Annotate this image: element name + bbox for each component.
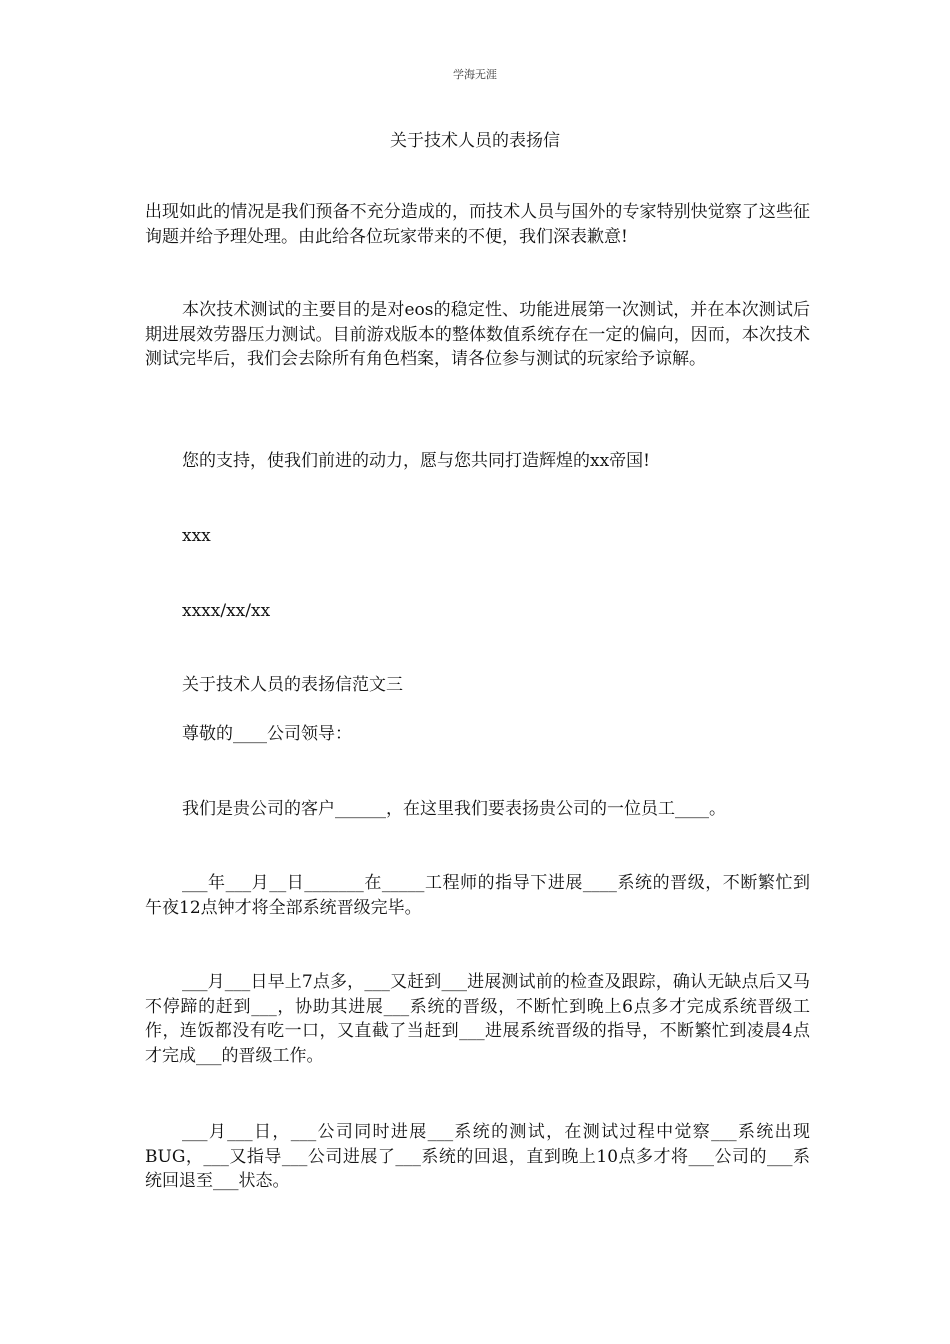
signature-name: xxx (182, 526, 211, 546)
paragraph-apology: 出现如此的情况是我们预备不充分造成的，而技术人员与国外的专家特别快觉察了这些征询题并给予理处理。由此给各位玩家带来的不便，我们深表歉意! (145, 202, 810, 247)
paragraph-system-rollback: ___月___日，___公司同时进展___系统的测试，在测试过程中觉察___系统出现BUG，___又指导___公司进展了___系统的回退，直到晚上10点多才将___公司的___系统回退至___状态。 (145, 1122, 810, 1191)
paragraph-upgrade-night: ___年___月__日_______在_____工程师的指导下进展____系统的晋级，不断繁忙到午夜12点钟才将全部系统晋级完毕。 (145, 873, 810, 918)
section-subtitle: 关于技术人员的表扬信范文三 (182, 675, 403, 695)
page-header: 学海无涯 (453, 68, 497, 81)
paragraph-upgrade-morning: ___月___日早上7点多，___又赶到___进展测试前的检查及跟踪，确认无缺点后又马不停蹄的赶到___，协助其进展___系统的晋级，不断忙到晚上6点多才完成系统晋级工作，连饭都没有吃一口，又直截了当赶到___进展系统晋级的指导，不断繁忙到凌晨4点才完成___的晋级工作。 (145, 972, 810, 1066)
paragraph-customer-intro: 我们是贵公司的客户______，在这里我们要表扬贵公司的一位员工____。 (182, 799, 726, 819)
paragraph-test-purpose: 本次技术测试的主要目的是对eos的稳定性、功能进展第一次测试，并在本次测试后期进展效劳器压力测试。目前游戏版本的整体数值系统存在一定的偏向，因而，本次技术测试完毕后，我们会去除所有角色档案，请各位参与测试的玩家给予谅解。 (145, 300, 810, 369)
salutation: 尊敬的____公司领导： (182, 724, 352, 744)
paragraph-support: 您的支持，使我们前进的动力，愿与您共同打造辉煌的xx帝国! (182, 451, 651, 471)
document-title: 关于技术人员的表扬信 (390, 131, 560, 151)
signature-date: xxxx/xx/xx (182, 601, 271, 621)
